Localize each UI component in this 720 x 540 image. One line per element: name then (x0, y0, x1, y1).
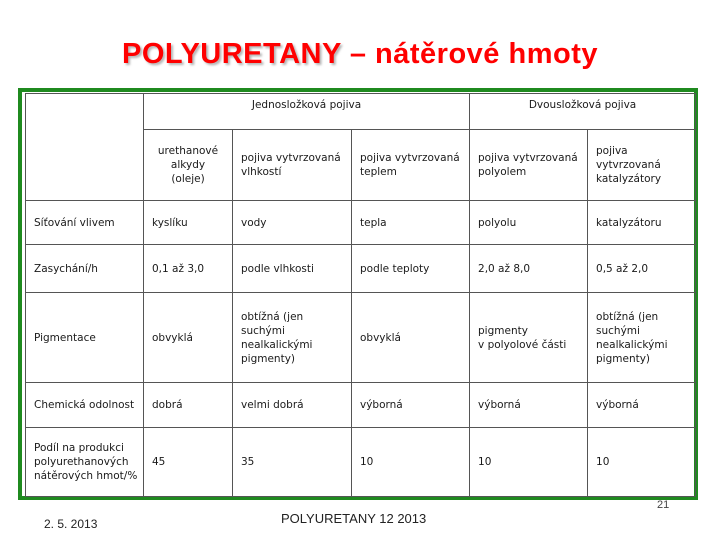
sub-header: pojiva vytvrzovaná polyolem (470, 130, 588, 201)
table-cell: kyslíku (144, 201, 233, 245)
table-cell: obtížná (jen suchými nealkalickými pigmenty) (588, 293, 696, 383)
table-cell: výborná (470, 383, 588, 428)
table-cell: pigmenty v polyolové části (470, 293, 588, 383)
table-row (26, 428, 696, 497)
table-cell: obtížná (jen suchými nealkalickými pigmenty) (233, 293, 352, 383)
group-header-two-component: Dvousložková pojiva (470, 94, 696, 130)
table-cell: 10 (470, 428, 588, 497)
table-cell: 10 (588, 428, 696, 497)
group-header-row (26, 94, 696, 130)
table-cell: obvyklá (352, 293, 470, 383)
footer-title: POLYURETANY 12 2013 (281, 511, 427, 526)
table-row (26, 293, 696, 383)
table-cell: 0,1 až 3,0 (144, 245, 233, 293)
row-label: Chemická odolnost (26, 383, 144, 428)
table-row (26, 201, 696, 245)
table-cell: polyolu (470, 201, 588, 245)
table-cell: 35 (233, 428, 352, 497)
table-cell: podle vlhkosti (233, 245, 352, 293)
table-cell: podle teploty (352, 245, 470, 293)
table-cell: tepla (352, 201, 470, 245)
slide-title (0, 36, 720, 72)
page-number: 21 (657, 499, 670, 511)
corner-cell (26, 94, 144, 201)
slide-title-main: POLYURETANY (122, 38, 342, 70)
row-label: Síťování vlivem (26, 201, 144, 245)
table-cell: obvyklá (144, 293, 233, 383)
table-row (26, 245, 696, 293)
table-cell: 10 (352, 428, 470, 497)
footer-date: 2. 5. 2013 (44, 517, 98, 531)
table-cell: vody (233, 201, 352, 245)
table-cell: výborná (352, 383, 470, 428)
table-cell: výborná (588, 383, 696, 428)
table-cell: 45 (144, 428, 233, 497)
table-row (26, 383, 696, 428)
row-label: Podíl na produkci polyurethanových nátěrových hmot/% (26, 428, 144, 497)
table-cell: velmi dobrá (233, 383, 352, 428)
sub-header: pojiva vytvrzovaná katalyzátory (588, 130, 696, 201)
sub-header: pojiva vytvrzovaná teplem (352, 130, 470, 201)
row-label: Pigmentace (26, 293, 144, 383)
row-label: Zasychání/h (26, 245, 144, 293)
table-cell: katalyzátoru (588, 201, 696, 245)
table-cell: 0,5 až 2,0 (588, 245, 696, 293)
table-cell: 2,0 až 8,0 (470, 245, 588, 293)
slide-title-rest: – nátěrové hmoty (341, 38, 598, 70)
group-header-one-component: Jednosložková pojiva (144, 94, 470, 130)
sub-header: pojiva vytvrzovaná vlhkostí (233, 130, 352, 201)
sub-header: urethanové alkydy (oleje) (144, 130, 233, 201)
table-frame (18, 88, 698, 500)
table-cell: dobrá (144, 383, 233, 428)
properties-table (25, 93, 696, 497)
